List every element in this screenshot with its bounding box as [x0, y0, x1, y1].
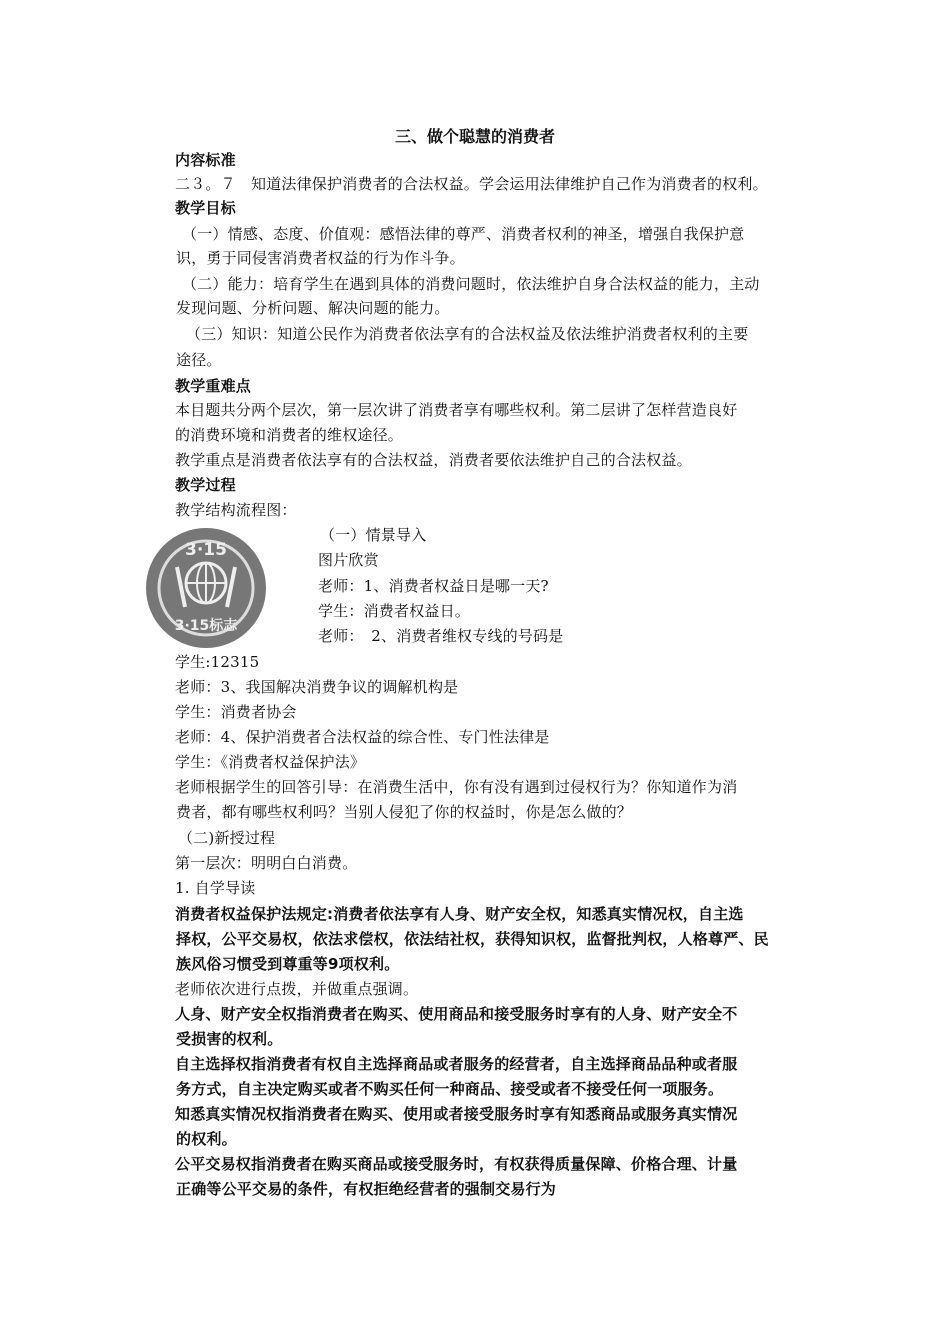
text-line: （二）能力：培育学生在遇到具体的消费问题时，依法维护自身合法权益的能力，主动 — [182, 275, 760, 293]
text-line: 老师： 2、消费者维权专线的号码是 — [318, 627, 564, 645]
text-line: 图片欣赏 — [318, 551, 379, 569]
text-line: 族风俗习惯受到尊重等9项权利。 — [176, 955, 400, 973]
text-line: 老师根据学生的回答引导：在消费生活中，你有没有遇到过侵权行为？你知道作为消 — [175, 778, 738, 796]
heading-teaching-process: 教学过程 — [175, 476, 236, 494]
text-line: 学生：《消费者权益保护法》 — [175, 753, 366, 771]
text-line: 识，勇于同侵害消费者权益的行为作斗争。 — [176, 249, 465, 267]
text-line: （一）情景导入 — [320, 526, 427, 544]
text-line: 本目题共分两个层次，第一层次讲了消费者享有哪些权利。第二层讲了怎样营造良好 — [175, 401, 738, 419]
text-line: 人身、财产安全权指消费者在购买、使用商品和接受服务时享有的人身、财产安全不 — [175, 1005, 738, 1023]
text-line: 学生:12315 — [175, 653, 260, 671]
text-line: 自主选择权指消费者有权自主选择商品或者服务的经营者，自主选择商品品种或者服 — [175, 1055, 738, 1073]
text-line: （三）知识：知道公民作为消费者依法享有的合法权益及依法维护消费者权利的主要 — [186, 325, 749, 343]
logo-caption: 3·15标志 — [174, 618, 238, 634]
heading-teaching-goals: 教学目标 — [175, 199, 236, 217]
page-title: 三、做个聪慧的消费者 — [394, 127, 555, 146]
text-line: 老师：3、我国解决消费争议的调解机构是 — [175, 678, 459, 696]
text-line: 老师：1、消费者权益日是哪一天? — [318, 577, 549, 595]
text-line: 教学重点是消费者依法享有的合法权益，消费者要依法维护自己的合法权益。 — [175, 451, 692, 469]
text-line: 教学结构流程图： — [175, 501, 297, 519]
text-line: 二３。７ 知道法律保护消费者的合法权益。学会运用法律维护自己作为消费者的权利。 — [175, 175, 768, 193]
text-line: 正确等公平交易的条件，有权拒绝经营者的强制交易行为 — [176, 1180, 557, 1198]
text-line: 的权利。 — [176, 1130, 237, 1148]
text-line: 1. 自学导读 — [175, 879, 256, 897]
text-line: 的消费环境和消费者的维权途径。 — [175, 426, 404, 444]
text-line: 学生：消费者权益日。 — [318, 602, 471, 620]
text-line: 学生：消费者协会 — [175, 703, 297, 721]
315-logo — [145, 527, 267, 649]
heading-key-points: 教学重难点 — [175, 377, 252, 395]
logo-badge: 3·15 — [185, 540, 227, 560]
text-line: 消费者权益保护法规定:消费者依法享有人身、财产安全权，知悉真实情况权，自主选 — [175, 905, 744, 923]
text-line: 知悉真实情况权指消费者在购买、使用或者接受服务时享有知悉商品或服务真实情况 — [175, 1105, 738, 1123]
text-line: 择权，公平交易权，依法求偿权，依法结社权，获得知识权，监督批判权，人格尊严、民 — [176, 930, 769, 948]
text-line: 老师依次进行点拨，并做重点强调。 — [175, 980, 419, 998]
text-line: （二)新授过程 — [178, 829, 276, 847]
text-line: 受损害的权利。 — [176, 1030, 283, 1048]
heading-content-standard: 内容标准 — [175, 151, 236, 169]
text-line: 费者，都有哪些权利吗？当别人侵犯了你的权益时，你是怎么做的？ — [176, 803, 633, 821]
text-line: 途径。 — [176, 351, 222, 369]
text-line: 第一层次：明明白白消费。 — [175, 854, 358, 872]
text-line: （一）情感、态度、价值观：感悟法律的尊严、消费者权利的神圣，增强自我保护意 — [182, 225, 745, 243]
text-line: 务方式，自主决定购买或者不购买任何一种商品、接受或者不接受任何一项服务。 — [176, 1080, 724, 1098]
text-line: 老师：4、保护消费者合法权益的综合性、专门性法律是 — [175, 728, 550, 746]
text-line: 公平交易权指消费者在购买商品或接受服务时，有权获得质量保障、价格合理、计量 — [175, 1155, 738, 1173]
text-line: 发现问题、分析问题、解决问题的能力。 — [176, 299, 450, 317]
